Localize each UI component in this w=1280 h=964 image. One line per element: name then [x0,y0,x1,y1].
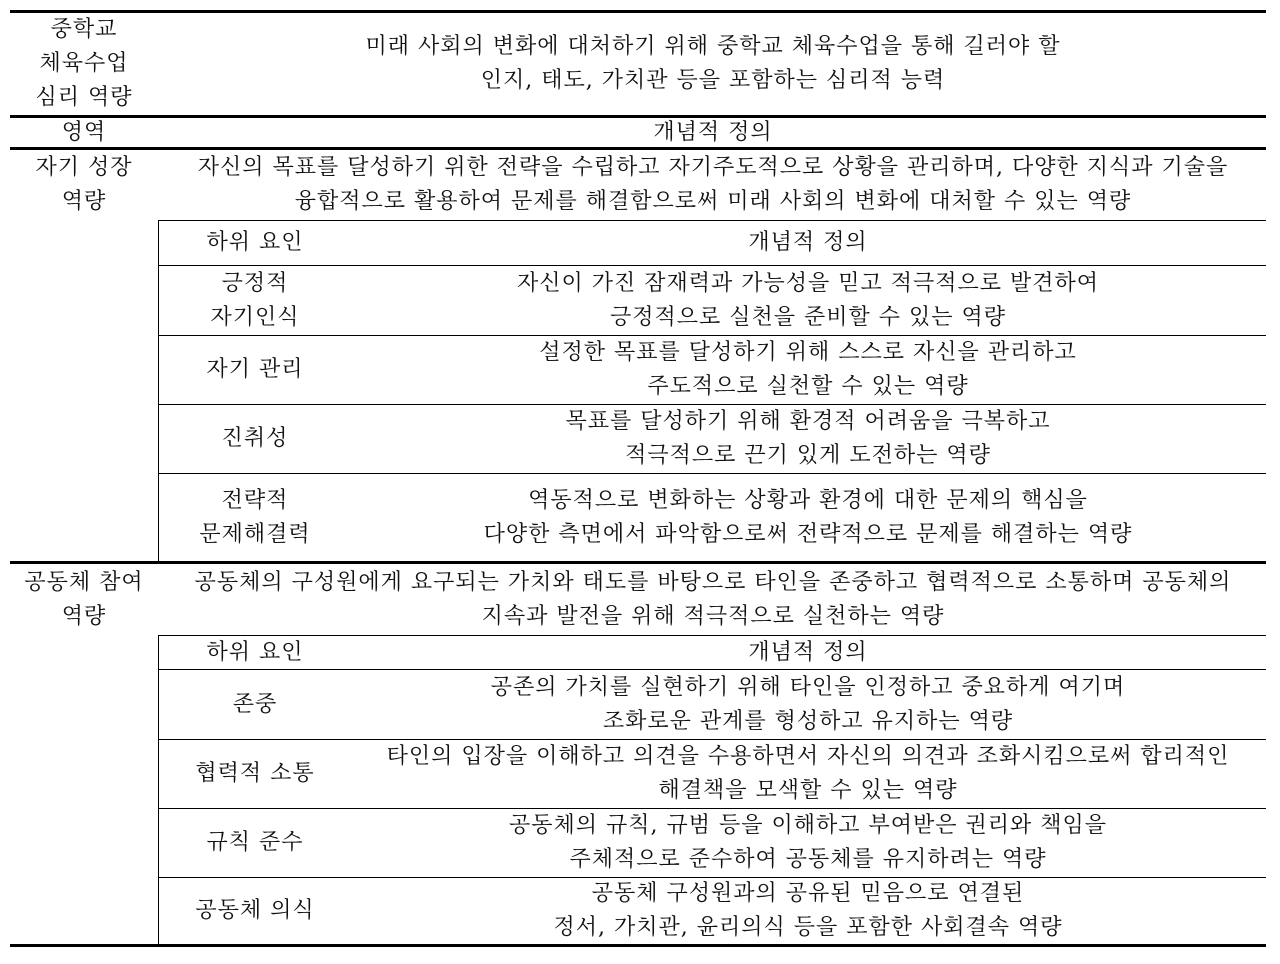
factor-definition: 설정한 목표를 달성하기 위해 스스로 자신을 관리하고 주도적으로 실천할 수 있는 역량 [539,340,1077,399]
factor-name: 자기 관리 [206,357,304,382]
subheader-factor: 하위 요인 [206,230,304,255]
header-definition: 미래 사회의 변화에 대처하기 위해 중학교 체육수업을 통해 길러야 할 인지, 태도, 가치관 등을 포함하는 심리적 능력 [365,34,1061,93]
factor-definition: 목표를 달성하기 위해 환경적 어려움을 극복하고 적극적으로 끈기 있게 도전하는 역량 [565,409,1051,468]
column-header-definition: 개념적 정의 [653,119,773,145]
domain-definition: 자신의 목표를 달성하기 위한 전략을 수립하고 자기주도적으로 상황을 관리하며, 다양한 지식과 기술을 융합적으로 활용하여 문제를 해결함으로써 미래 사회의 변화에 대처할 수 있는 역량 [197,155,1229,214]
domain-label-divider [158,220,159,561]
factor-name: 규칙 준수 [206,830,304,855]
factor-definition: 타인의 입장을 이해하고 의견을 수용하면서 자신의 의견과 조화시킴으로써 합리적인 해결책을 모색할 수 있는 역량 [386,744,1230,803]
column-header-area: 영역 [61,119,107,145]
factor-name: 존중 [232,691,278,717]
domain-label: 자기 성장 역량 [35,155,133,214]
factor-name: 진취성 [221,426,289,451]
subheader-definition: 개념적 정의 [748,230,868,255]
factor-name: 전략적 문제해결력 [199,487,311,547]
factor-definition: 역동적으로 변화하는 상황과 환경에 대한 문제의 핵심을 다양한 측면에서 파악함으로써 전략적으로 문제를 해결하는 역량 [483,487,1133,547]
factor-definition: 공존의 가치를 실현하기 위해 타인을 인정하고 중요하게 여기며 조화로운 관계를 형성하고 유지하는 역량 [490,674,1126,734]
domain-definition: 공동체의 구성원에게 요구되는 가치와 태도를 바탕으로 타인을 존중하고 협력적으로 소통하며 공동체의 지속과 발전을 위해 적극적으로 실천하는 역량 [194,569,1232,629]
domain-label-divider [158,635,159,944]
factor-definition: 공동체의 규칙, 규범 등을 이해하고 부여받은 권리와 책임을 주체적으로 준수하여 공동체를 유지하려는 역량 [509,813,1107,872]
subheader-definition: 개념적 정의 [748,639,868,665]
header-label: 중학교 체육수업 심리 역량 [35,17,133,110]
factor-definition: 자신이 가진 잠재력과 가능성을 믿고 적극적으로 발견하여 긍정적으로 실천을 준비할 수 있는 역량 [516,270,1099,330]
domain-label: 공동체 참여 역량 [24,569,144,629]
factor-definition: 공동체 구성원과의 공유된 믿음으로 연결된 정서, 가치관, 윤리의식 등을 포함한 사회결속 역량 [553,881,1063,940]
factor-name: 공동체 의식 [195,898,315,923]
factor-name: 긍정적 자기인식 [210,270,300,330]
subheader-factor: 하위 요인 [206,639,304,665]
factor-name: 협력적 소통 [195,761,315,786]
